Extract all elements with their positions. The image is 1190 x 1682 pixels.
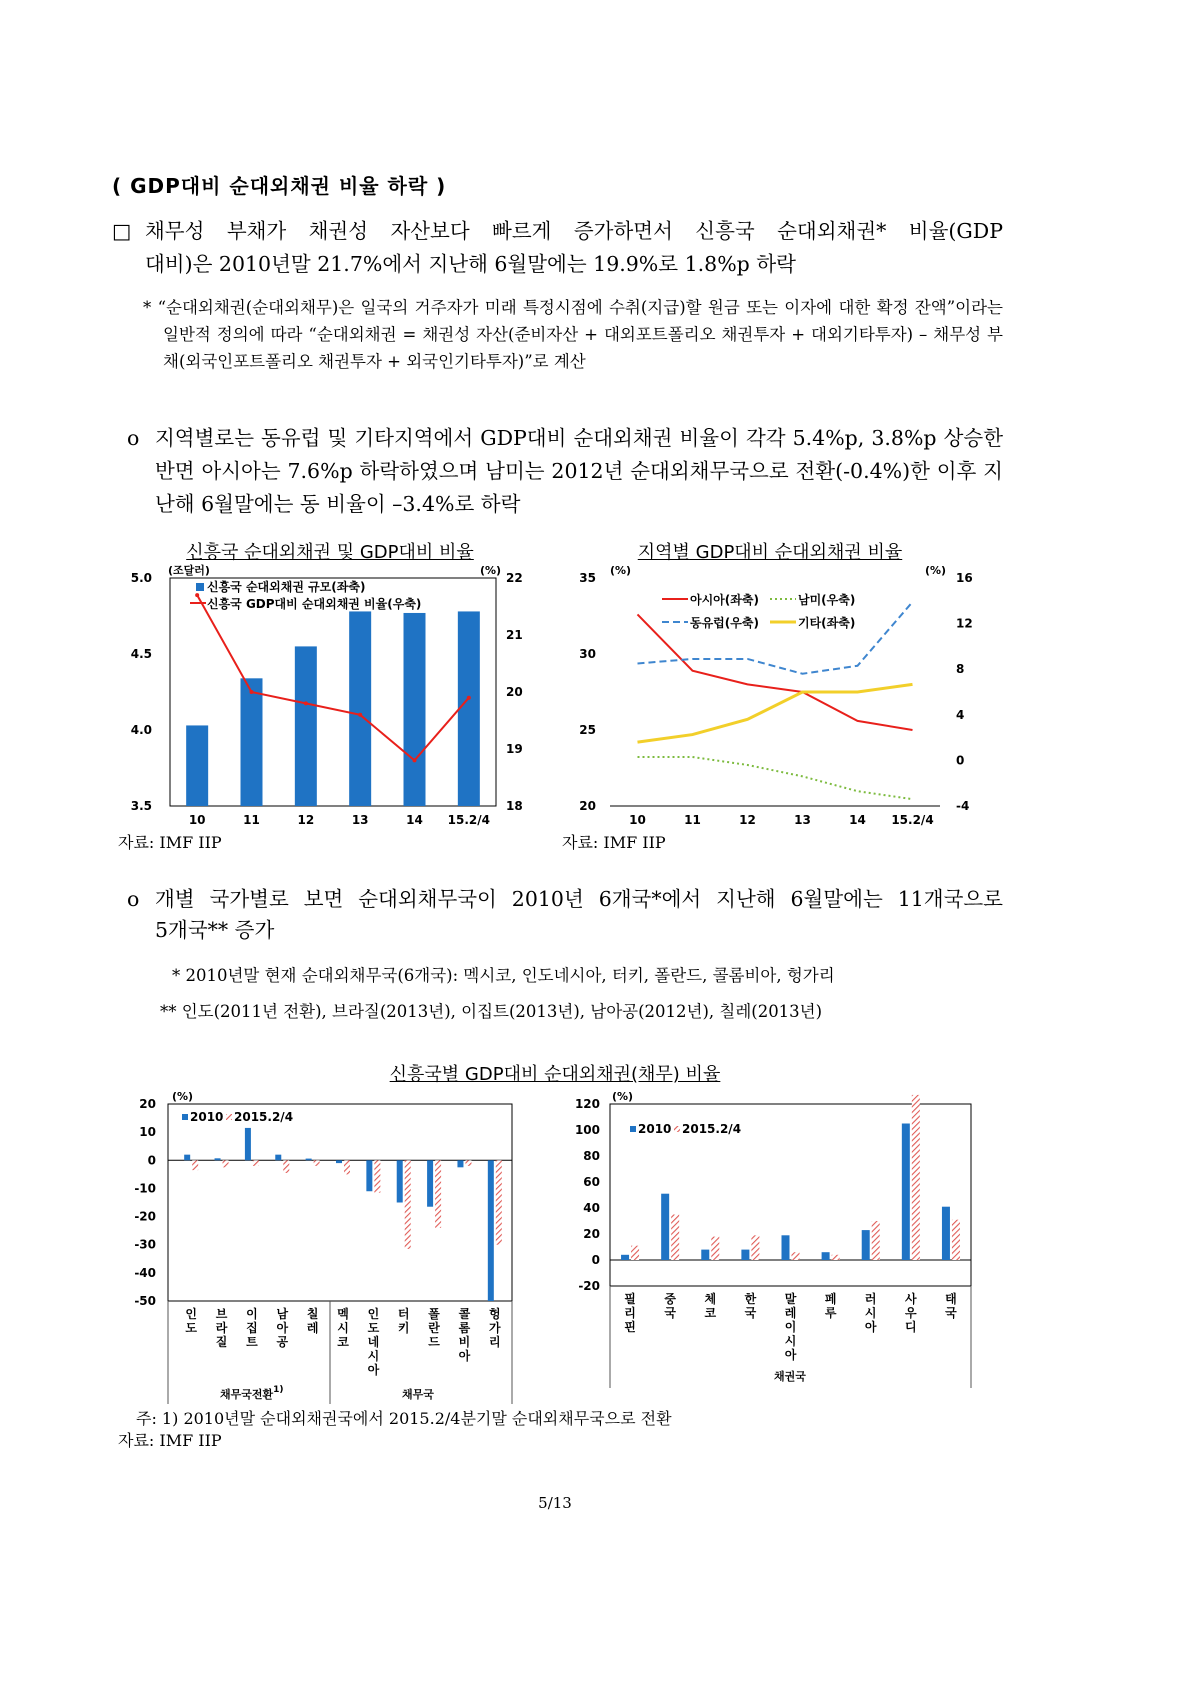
section-title: ( GDP대비 순대외채권 비율 하락 ) — [112, 174, 447, 198]
chart2-legend-asia: 아시아(좌축) — [690, 593, 759, 607]
chart4-xtick: 페 루 — [824, 1292, 837, 1320]
definition-footnote: * “순대외채권(순대외채무)은 일국의 거주자가 미래 특정시점에 수취(지급)할 원금 또는 이자에 대한 확정 잔액”이라는 일반적 정의에 따라 “순대외채권 = 채권성 자산(준비자산 + 대외포트폴리오 채권투자 + 대외기타투자) – 채무성 부채(외국인포트폴리오 채권투자 + 외국인기타투자)”로 계산 — [143, 298, 1003, 371]
chart4-bar-2015 — [671, 1215, 679, 1261]
chart3-xtick: 터 키 — [397, 1307, 410, 1335]
chart1-legend-line-label: 신흥국 GDP대비 순대외채권 비율(우축) — [207, 597, 422, 611]
chart2-xtick: 15.2/4 — [891, 813, 934, 827]
chart2-legend — [662, 592, 855, 630]
chart3-bar-2010 — [215, 1158, 221, 1160]
chart2-ytick-right: 4 — [956, 707, 965, 722]
chart4-bar-2015 — [792, 1252, 800, 1260]
chart3-xtick: 헝 가 리 — [489, 1307, 501, 1349]
chart1-ratio-point — [195, 593, 199, 597]
chart4-xtick: 한 국 — [744, 1292, 757, 1320]
chart2-ytick-left: 20 — [579, 799, 596, 813]
chart3-xtick: 콜 롬 비 아 — [458, 1307, 471, 1363]
chart2-series-line — [638, 614, 913, 730]
chart2-svg — [570, 562, 1010, 832]
chart4-xtick: 중 국 — [664, 1292, 676, 1320]
chart2-xtick: 10 — [629, 813, 646, 827]
chart4-ytick: 20 — [583, 1227, 600, 1241]
chart3-bar-2010 — [336, 1160, 342, 1163]
chart4-bar-2015 — [751, 1235, 759, 1260]
chart1-legend — [190, 579, 421, 611]
chart1-ratio-point — [358, 713, 362, 717]
chart2-legend-other: 기타(좌축) — [798, 616, 856, 630]
chart4-bar-2010 — [942, 1207, 950, 1260]
chart3-bar-2015 — [405, 1160, 411, 1249]
chart1-xtick: 15.2/4 — [447, 813, 491, 827]
chart2-series-line — [638, 684, 913, 742]
chart3-group-debtor: 채무국 — [402, 1388, 434, 1401]
chart4-bar-2010 — [621, 1255, 629, 1260]
chart3-ytick: -40 — [134, 1265, 156, 1280]
chart4-bar-2010 — [782, 1235, 790, 1260]
chart3-bar-2015 — [314, 1160, 320, 1166]
chart4-legend-2015-swatch — [674, 1126, 680, 1132]
chart3-legend-2010: 2010 — [190, 1110, 224, 1124]
chart1-right-unit: (%) — [480, 564, 502, 577]
chart1-plot-frame — [170, 578, 496, 806]
chart2-ytick-right: 16 — [956, 571, 973, 585]
chart3-xtick: 폴 란 드 — [428, 1307, 440, 1349]
chart4-ytick: 120 — [574, 1097, 600, 1111]
chart4-legend-2015: 2015.2/4 — [682, 1122, 742, 1136]
chart4-ytick: 60 — [583, 1175, 600, 1189]
chart1-ytick-right: 19 — [506, 742, 523, 756]
chart3-ytick: 10 — [139, 1125, 156, 1140]
chart3-title: 신흥국별 GDP대비 순대외채권(채무) 비율 — [389, 1064, 721, 1085]
chart4-bar-2010 — [862, 1230, 870, 1260]
chart3-bar-2015 — [223, 1160, 229, 1167]
chart1-svg — [100, 562, 550, 832]
chart3-ytick: -50 — [134, 1294, 156, 1308]
chart3-xtick: 브 라 질 — [215, 1307, 228, 1349]
chart3-xtick: 인 도 네 시 아 — [367, 1307, 380, 1377]
chart1-left-unit: (조달러) — [168, 564, 210, 577]
chart3-bar-2010 — [275, 1155, 281, 1161]
chart1-ratio-point — [304, 701, 308, 705]
chart3-bar-2015 — [435, 1160, 441, 1228]
chart4-bar-2015 — [631, 1246, 639, 1260]
chart3-xtick: 멕 시 코 — [337, 1307, 349, 1349]
page-number: 5/13 — [538, 1494, 572, 1512]
chart1-ytick-left: 3.5 — [130, 799, 152, 813]
chart3-bar-2015 — [374, 1160, 380, 1192]
chart1-xtick: 10 — [188, 813, 206, 827]
chart2-xtick: 14 — [849, 813, 866, 827]
chart1-ytick-right: 22 — [506, 571, 523, 585]
country-bullet-marker: o — [127, 887, 140, 911]
region-bullet-marker: o — [127, 426, 140, 450]
chart2-ytick-right: -4 — [956, 799, 970, 813]
chart3-bar-2015 — [253, 1160, 259, 1166]
chart1-ratio-point — [413, 758, 417, 762]
chart1-ytick-left: 5.0 — [130, 571, 152, 585]
chart1-bar — [241, 678, 263, 806]
chart3-xtick: 이 집 트 — [246, 1307, 258, 1349]
chart1-ratio-line — [197, 595, 469, 760]
chart4-unit: (%) — [612, 1090, 634, 1103]
chart3-bar-2010 — [366, 1160, 372, 1191]
chart3-bar-2015 — [192, 1160, 198, 1170]
chart3-legend-2010-swatch — [182, 1114, 188, 1120]
chart4-xtick: 러 시 아 — [864, 1292, 877, 1334]
chart2-source: 자료: IMF IIP — [562, 833, 666, 852]
chart3-unit: (%) — [172, 1090, 194, 1103]
chart2-right-unit: (%) — [925, 564, 947, 577]
chart1-xtick: 11 — [243, 813, 260, 827]
chart2-series-line — [638, 602, 913, 674]
chart3-source: 자료: IMF IIP — [118, 1431, 222, 1450]
chart1-bar — [404, 613, 426, 806]
chart4-ytick: 80 — [583, 1149, 600, 1163]
chart1-xtick: 14 — [406, 813, 423, 827]
chart1-ratio-point — [250, 690, 254, 694]
chart3-bar-2010 — [457, 1160, 463, 1167]
chart3-legend-2015: 2015.2/4 — [234, 1110, 294, 1124]
chart2-ytick-right: 8 — [956, 662, 965, 677]
chart3-xtick: 칠 레 — [306, 1307, 319, 1335]
chart1-ytick-left: 4.5 — [130, 647, 152, 661]
chart1-source: 자료: IMF IIP — [118, 833, 222, 852]
chart1-bar — [458, 611, 480, 806]
chart3-bar-2010 — [245, 1128, 251, 1160]
chart4-xtick: 체 코 — [704, 1292, 717, 1320]
chart3-ytick: 20 — [139, 1097, 156, 1111]
chart4-bar-2010 — [701, 1250, 709, 1260]
chart3-note: 주: 1) 2010년말 순대외채권국에서 2015.2/4분기말 순대외채무국으로 전환 — [136, 1409, 672, 1428]
chart3-bar-2015 — [496, 1160, 502, 1244]
chart4-legend-2010-swatch — [630, 1126, 636, 1132]
country-bullet-line1: 개별 국가별로 보면 순대외채무국이 2010년 6개국*에서 지난해 6월말에는 11개국으로 — [155, 887, 1003, 911]
chart4-xtick: 태 국 — [945, 1292, 957, 1320]
chart2-ytick-right: 0 — [956, 753, 965, 768]
chart4-xtick: 말 레 이 시 아 — [784, 1292, 797, 1362]
chart2-legend-ee: 동유럽(우축) — [690, 616, 759, 630]
chart2-ytick-left: 30 — [579, 647, 596, 661]
chart4-bar-2010 — [741, 1250, 749, 1260]
chart3-bar-2010 — [427, 1160, 433, 1206]
chart4-legend — [630, 1122, 741, 1136]
chart3-legend — [182, 1110, 293, 1124]
main-bullet-line1: 채무성 부채가 채권성 자산보다 빠르게 증가하면서 신흥국 순대외채권* 비율(GDP — [145, 219, 1003, 243]
chart4-ytick: 40 — [583, 1201, 600, 1215]
chart1-legend-bar-label: 신흥국 순대외채권 규모(좌축) — [207, 580, 366, 594]
footnote-2010-debtors: * 2010년말 현재 순대외채무국(6개국): 멕시코, 인도네시아, 터키, 폴란드, 콜롬비아, 헝가리 — [172, 966, 835, 985]
chart2-legend-latam: 남미(우축) — [798, 593, 856, 607]
chart1-ytick-right: 18 — [506, 799, 523, 813]
chart4-bar-2010 — [661, 1194, 669, 1260]
chart4-group-creditor: 채권국 — [774, 1370, 806, 1383]
chart1-bar — [349, 611, 371, 806]
chart2-title: 지역별 GDP대비 순대외채권 비율 — [637, 542, 903, 563]
chart3-ytick: -20 — [134, 1209, 156, 1224]
chart2-series-line — [638, 757, 913, 799]
chart1-bar — [295, 646, 317, 806]
chart3-bar-2015 — [283, 1160, 289, 1173]
chart2-left-unit: (%) — [610, 564, 632, 577]
chart1-ytick-left: 4.0 — [130, 723, 152, 737]
chart1-ytick-right: 21 — [506, 628, 523, 642]
chart3-bar-2015 — [344, 1160, 350, 1174]
chart4-xtick: 사 우 디 — [905, 1292, 917, 1334]
chart3-ytick: 0 — [147, 1153, 156, 1168]
main-bullet-line2: 대비)은 2010년말 21.7%에서 지난해 6월말에는 19.9%로 1.8%p 하락 — [145, 252, 796, 276]
chart3-svg — [110, 1088, 520, 1413]
chart1-legend-bar-swatch — [196, 583, 204, 591]
chart3-bar-2010 — [488, 1160, 494, 1301]
chart4-bar-2015 — [912, 1095, 920, 1260]
chart3-ytick: -10 — [134, 1181, 156, 1196]
chart3-group-converted: 채무국전환$^{1)}$ — [220, 1385, 284, 1401]
chart4-bar-2015 — [952, 1220, 960, 1260]
footnote-new-debtors: ** 인도(2011년 전환), 브라질(2013년), 이집트(2013년), 남아공(2012년), 칠레(2013년) — [160, 1002, 823, 1021]
chart2-xtick: 13 — [794, 813, 811, 827]
chart4-ytick: -20 — [578, 1279, 600, 1293]
chart3-xtick: 남 아 공 — [276, 1307, 289, 1349]
chart3-legend-2015-swatch — [226, 1114, 232, 1120]
chart2-ytick-left: 35 — [579, 571, 596, 585]
checkbox-bullet-icon: □ — [112, 219, 132, 243]
chart4-svg — [568, 1088, 988, 1393]
chart4-xtick: 필 리 핀 — [624, 1292, 636, 1334]
chart4-bar-2015 — [872, 1221, 880, 1260]
chart4-bar-2010 — [822, 1252, 830, 1260]
chart3-xtick: 인 도 — [185, 1307, 197, 1335]
chart3-ytick: -30 — [134, 1237, 156, 1252]
chart4-bar-2010 — [902, 1124, 910, 1261]
chart4-legend-2010: 2010 — [638, 1122, 672, 1136]
chart3-plot-frame — [168, 1104, 512, 1301]
country-bullet-line2: 5개국** 증가 — [155, 918, 275, 942]
chart2-ytick-right: 12 — [956, 616, 973, 631]
chart2-xtick: 11 — [684, 813, 701, 827]
chart1-ratio-point — [467, 696, 471, 700]
chart3-bar-2010 — [397, 1160, 403, 1202]
chart1-xtick: 13 — [351, 813, 369, 827]
chart3-bar-2015 — [465, 1160, 471, 1166]
chart1-title: 신흥국 순대외채권 및 GDP대비 비율 — [186, 542, 474, 563]
chart3-bar-2010 — [306, 1159, 312, 1161]
chart1-ytick-right: 20 — [506, 685, 523, 699]
chart3-bar-2010 — [184, 1155, 190, 1161]
chart1-bar — [186, 725, 208, 806]
chart1-xtick: 12 — [297, 813, 315, 827]
chart2-ytick-left: 25 — [579, 723, 596, 737]
chart2-xtick: 12 — [739, 813, 756, 827]
region-bullet-text: 지역별로는 동유럽 및 기타지역에서 GDP대비 순대외채권 비율이 각각 5.4%p, 3.8%p 상승한 반면 아시아는 7.6%p 하락하였으며 남미는 2012년 순대외채무국으로 전환(-0.4%)한 이후 지난해 6월말에는 동 비율이 –3.4%로 하락 — [155, 426, 1003, 516]
chart4-ytick: 0 — [591, 1253, 600, 1267]
chart4-bar-2015 — [832, 1255, 840, 1260]
chart4-ytick: 100 — [574, 1123, 600, 1137]
chart4-bar-2015 — [711, 1237, 719, 1260]
